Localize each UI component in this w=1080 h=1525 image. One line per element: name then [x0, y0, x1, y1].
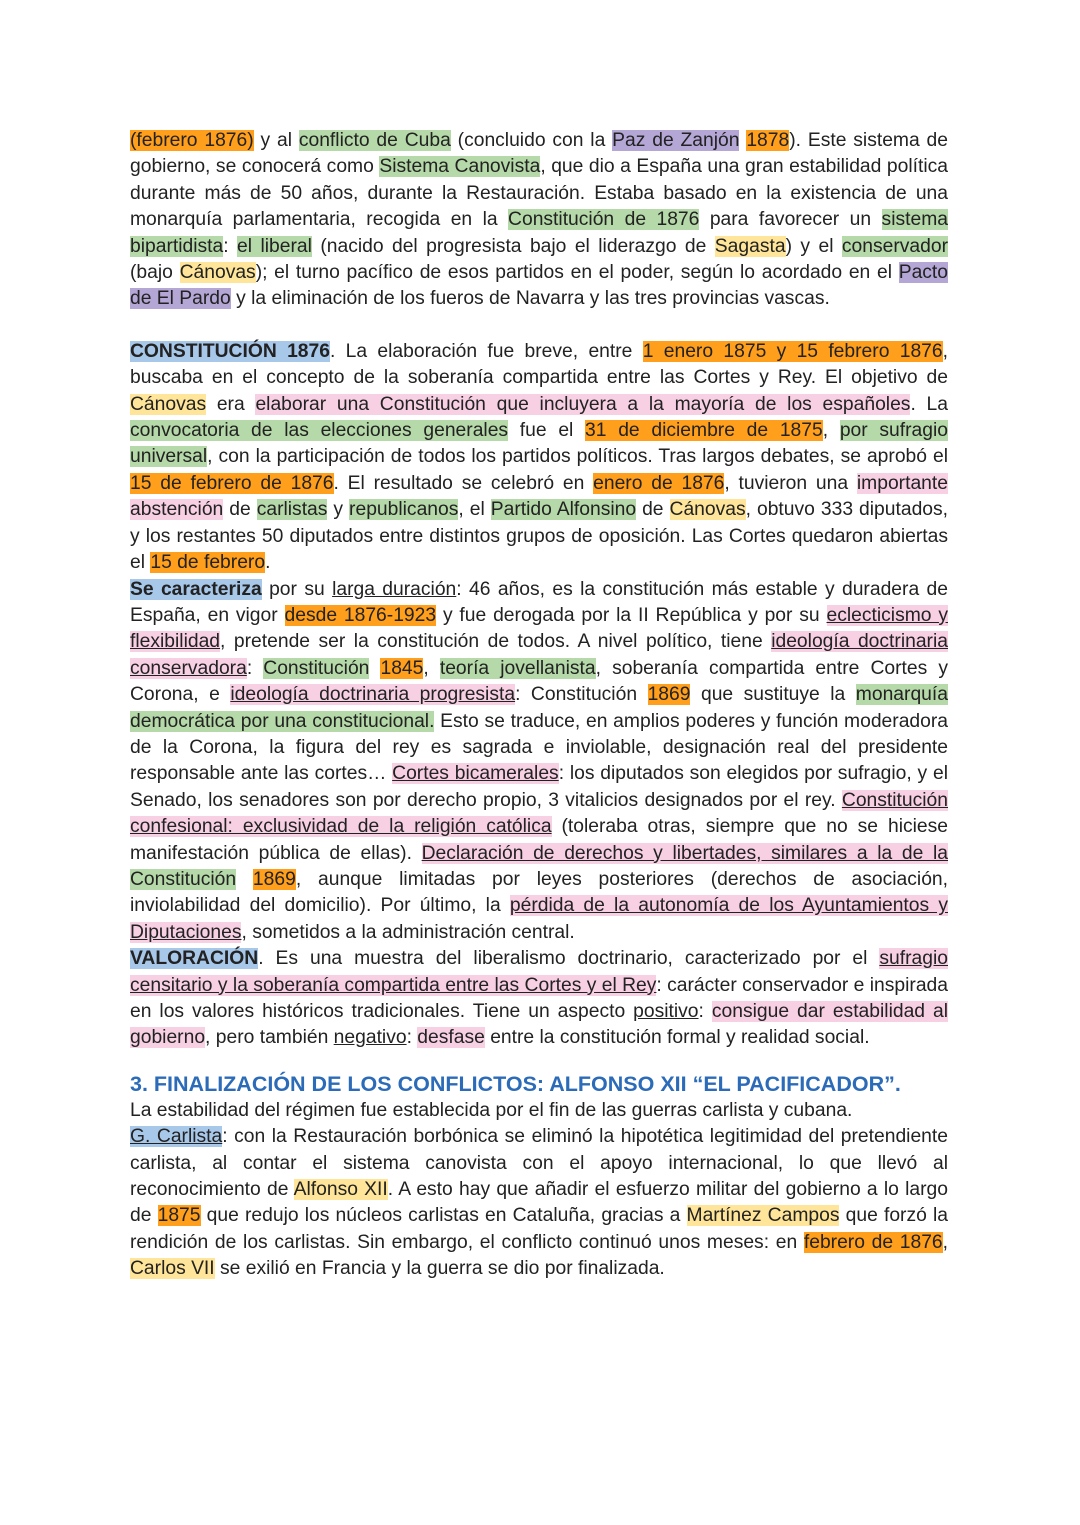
hl-person: Martínez Campos: [686, 1205, 840, 1227]
hl-person: Cánovas: [669, 499, 746, 521]
hl-term: conflicto de Cuba: [298, 130, 451, 151]
text: por su: [261, 578, 333, 600]
text: ); el turno pacífico de esos partidos en el poder, según lo acordado en el: [255, 262, 899, 284]
hl-term: convocatoria de las elecciones generales: [130, 420, 509, 442]
text: ,: [822, 420, 840, 442]
text: ) y el: [785, 235, 842, 257]
hl-idea: sufragio censitario y la soberanía compartida entre las Cortes y el Rey: [130, 948, 948, 996]
hl-person: Alfonso XII: [293, 1179, 388, 1201]
text: y: [327, 499, 350, 521]
text: : los diputados son elegidos por sufragio, y el Senado, los senadores son por derecho propio, 3 vitalicios designados por el rey.: [130, 763, 948, 811]
paragraph-sistema-canovista: [130, 128, 948, 313]
text: , buscaba en el concepto de la soberanía compartida entre las Cortes y Rey. El objetivo de: [130, 340, 948, 389]
text: . El resultado se celebró en: [333, 472, 594, 494]
underlined-term: negativo: [333, 1027, 407, 1049]
text: . Es una muestra del liberalismo doctrinario, caracterizado por el: [258, 948, 880, 970]
text: que redujo los núcleos carlistas en Cataluña, gracias a: [200, 1205, 687, 1227]
hl-term: Constitución de 1876: [508, 209, 700, 231]
text: (concluido con la: [450, 130, 613, 151]
hl-date: 1845: [380, 657, 424, 679]
hl-term: monarquía democrática por una constitucional.: [130, 684, 948, 732]
text: , el: [458, 499, 491, 521]
text: para favorecer un: [699, 209, 882, 231]
section-heading: 3. FINALIZACIÓN DE LOS CONFLICTOS: ALFONSO XII “EL PACIFICADOR”.: [130, 1071, 901, 1096]
text: .: [265, 552, 271, 574]
hl-date: 31 de diciembre de 1875: [585, 420, 823, 442]
text: :: [246, 657, 264, 679]
text: fue el: [508, 420, 586, 442]
hl-treaty: Pacto de El Pardo: [130, 262, 949, 310]
text: de: [223, 499, 257, 521]
text: :: [223, 235, 238, 257]
section-label: Se caracteriza: [130, 578, 262, 600]
hl-date: 15 de febrero: [150, 552, 266, 574]
hl-term: Sistema Canovista: [379, 156, 541, 178]
text: . A esto hay que añadir el esfuerzo militar del gobierno a lo largo de: [130, 1179, 948, 1227]
text: se exilió en Francia y la guerra se dio por finalizada.: [214, 1258, 665, 1280]
hl-person: Cánovas: [130, 393, 207, 415]
text: . La elaboración fue breve, entre: [329, 340, 643, 362]
paragraph-intro: La estabilidad del régimen fue establecida por el fin de las guerras carlista y cubana.: [130, 1099, 853, 1121]
text: :: [698, 1001, 712, 1022]
hl-idea: importante abstención: [130, 472, 948, 521]
hl-idea: Constitución confesional: exclusividad de la religión católica: [130, 789, 948, 838]
hl-term: teoría jovellanista: [439, 657, 596, 679]
document-page: [130, 128, 948, 1283]
text: : 46 años, es la constitución más estable y duradera de España, en vigor: [130, 578, 948, 626]
text: , soberanía compartida entre Cortes y Corona, e: [130, 657, 948, 706]
text: , con la participación de todos los partidos políticos. Tras largos debates, se aprobó el: [207, 446, 948, 468]
text: ,: [423, 657, 440, 679]
hl-idea: ideología doctrinaria progresista: [230, 684, 516, 706]
hl-term: conservador: [841, 235, 949, 257]
hl-idea: elaborar una Constitución que incluyera a la mayoría de los españoles: [255, 393, 911, 415]
hl-idea: eclecticismo y flexibilidad: [130, 604, 948, 653]
hl-idea: Declaración de derechos y libertades, similares a la de la: [421, 842, 949, 864]
text: que sustituye la: [690, 684, 856, 706]
hl-term: Partido Alfonsino: [490, 499, 637, 521]
text: Esto se traduce, en amplios poderes y función moderadora de la Corona, la figura del rey es sagrada e inviolable, designación real del presidente responsable ante las cortes…: [130, 710, 949, 785]
text: , aunque limitadas por leyes posteriores (derechos de asociación, inviolabilidad del domicilio). Por último, la: [130, 868, 948, 917]
text: ,: [942, 1231, 948, 1253]
paragraph-constitucion-1876: [130, 339, 948, 577]
hl-idea: Cortes bicamerales: [392, 763, 559, 785]
hl-date: desde 1876-1923: [284, 604, 437, 626]
hl-date: 1 enero 1875 y 15 febrero 1876: [642, 340, 943, 362]
text: , sometidos a la administración central.: [241, 921, 575, 943]
hl-term: el liberal: [237, 235, 312, 257]
hl-date: 1869: [647, 684, 691, 706]
paragraph-caracteristicas: [130, 577, 948, 947]
hl-date: 1875: [157, 1205, 201, 1227]
text: entre la constitución formal y realidad social.: [484, 1027, 870, 1049]
hl-term: Constitución: [263, 657, 370, 679]
hl-person: Cánovas: [179, 262, 256, 284]
hl-date: enero de 1876: [593, 472, 725, 494]
hl-treaty: Paz de Zanjón: [612, 130, 740, 151]
paragraph-valoracion: [130, 946, 948, 1052]
text: , obtuvo 333 diputados, y los restantes 50 diputados entre distintos grupos de oposición. Las Cortes quedaron abiertas el: [130, 499, 949, 574]
paragraph-guerra-carlista: [130, 1124, 948, 1282]
hl-date: 1878: [746, 130, 790, 151]
text: de: [636, 499, 670, 521]
text: , pretende ser la constitución de todos. A nivel político, tiene: [220, 631, 772, 653]
text: que forzó la rendición de los carlistas. Sin embargo, el conflicto continuó unos meses: en: [130, 1205, 948, 1253]
hl-idea: ideología doctrinaria conservadora: [130, 631, 948, 679]
underlined-term: larga duración: [332, 578, 457, 600]
hl-term: Constitución: [130, 868, 237, 890]
text: era: [206, 393, 256, 415]
text: : carácter conservador e inspirada en los valores históricos tradicionales. Tiene un aspecto: [130, 974, 948, 1022]
text: , pero también: [205, 1027, 334, 1049]
text: [369, 658, 380, 679]
text: (toleraba otras, siempre que no se hiciese manifestación pública de ellas).: [130, 816, 948, 864]
text: [236, 869, 253, 890]
text: . La: [910, 393, 948, 415]
text: : con la Restauración borbónica se eliminó la hipotética legitimidad del pretendiente carlista, al contar el sistema canovista con el apoyo internacional, lo que llevó al reconocimiento de: [130, 1126, 948, 1201]
text: ). Este sistema de gobierno, se conocerá como: [130, 130, 948, 178]
hl-idea: consigue dar estabilidad al gobierno: [130, 1001, 948, 1049]
hl-date: 15 de febrero de 1876: [130, 472, 334, 494]
hl-date: febrero de 1876: [803, 1231, 943, 1253]
text: : Constitución: [515, 684, 648, 706]
section-label: CONSTITUCIÓN 1876: [130, 340, 330, 362]
hl-term: republicanos: [349, 499, 459, 521]
hl-date: (febrero 1876): [130, 130, 254, 151]
hl-person: Carlos VII: [130, 1258, 215, 1280]
underlined-term: positivo: [633, 1001, 699, 1022]
text: y fue derogada por la II República y por su: [436, 604, 827, 626]
text: (nacido del progresista bajo el liderazgo de: [311, 235, 715, 257]
text: , que dio a España una gran estabilidad política durante más de 50 años, durante la Restauración. Estaba basado en la existencia de una monarquía parlamentaria, recogida en la: [130, 156, 948, 231]
hl-person: Sagasta: [714, 235, 786, 257]
section-label: G. Carlista: [130, 1126, 223, 1148]
text: y al: [253, 130, 299, 151]
text: (bajo: [130, 262, 180, 284]
text: , tuvieron una: [724, 472, 857, 494]
hl-date: 1869: [252, 868, 296, 890]
hl-term: sistema bipartidista: [130, 209, 948, 257]
hl-idea: pérdida de la autonomía de los Ayuntamientos y Diputaciones: [130, 895, 948, 943]
section-label: VALORACIÓN: [130, 948, 259, 970]
text: :: [406, 1027, 418, 1049]
hl-term: carlistas: [256, 499, 328, 521]
text: y la eliminación de los fueros de Navarra y las tres provincias vascas.: [230, 288, 830, 310]
hl-term: por sufragio universal: [130, 420, 948, 468]
hl-idea: desfase: [417, 1027, 485, 1049]
